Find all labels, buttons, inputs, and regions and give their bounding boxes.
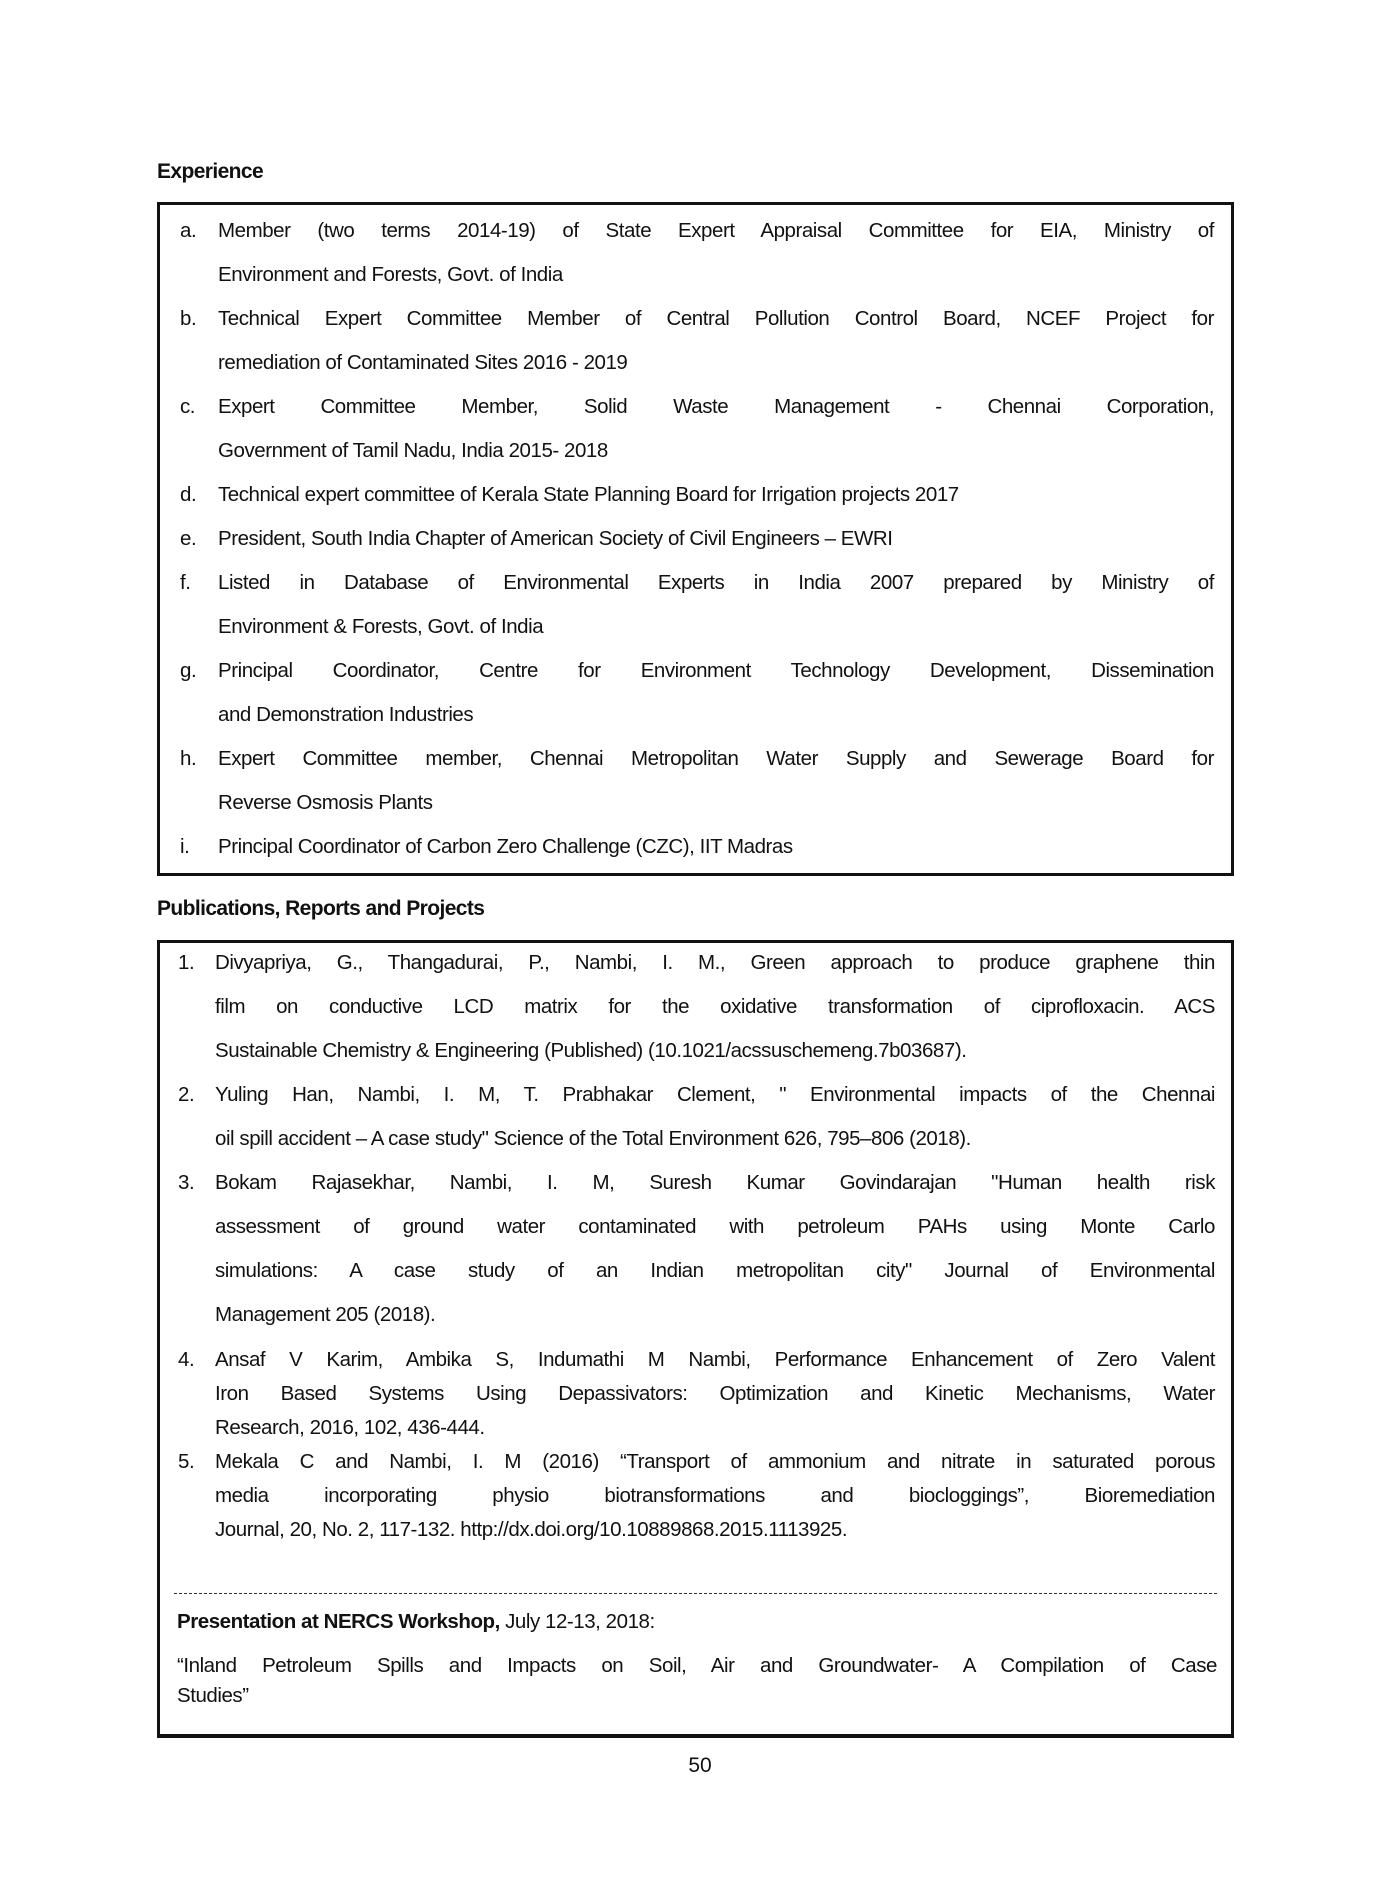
item-marker: 4. — [178, 1348, 195, 1371]
item-text-line: Iron Based Systems Using Depassivators: Optimization and Kinetic Mechanisms, Water — [215, 1382, 1215, 1405]
item-text-line: Principal Coordinator of Carbon Zero Challenge (CZC), IIT Madras — [218, 835, 793, 858]
experience-heading: Experience — [157, 160, 264, 183]
item-text-line: Journal, 20, No. 2, 117-132. http://dx.doi.org/10.10889868.2015.1113925. — [215, 1518, 848, 1541]
page-number: 50 — [688, 1754, 712, 1777]
item-text-line: Bokam Rajasekhar, Nambi, I. M, Suresh Kumar Govindarajan "Human health risk — [215, 1171, 1215, 1194]
item-text-line: Expert Committee member, Chennai Metropolitan Water Supply and Sewerage Board for — [218, 747, 1214, 770]
item-text-line: Technical Expert Committee Member of Central Pollution Control Board, NCEF Project for — [218, 307, 1214, 330]
item-text-line: simulations: A case study of an Indian metropolitan city" Journal of Environmental — [215, 1259, 1215, 1282]
item-text-line: Listed in Database of Environmental Experts in India 2007 prepared by Ministry of — [218, 571, 1214, 594]
item-text-line: Environment & Forests, Govt. of India — [218, 615, 544, 638]
item-text-line: assessment of ground water contaminated with petroleum PAHs using Monte Carlo — [215, 1215, 1215, 1238]
item-marker: 5. — [178, 1450, 195, 1473]
item-marker: g. — [180, 659, 197, 682]
item-text-line: film on conductive LCD matrix for the oxidative transformation of ciprofloxacin. ACS — [215, 995, 1215, 1018]
presentation-title-line: “Inland Petroleum Spills and Impacts on Soil, Air and Groundwater- A Compilation of Case — [177, 1654, 1217, 1677]
item-text-line: oil spill accident – A case study" Science of the Total Environment 626, 795–806 (2018). — [215, 1127, 971, 1150]
item-marker: 1. — [178, 951, 195, 974]
presentation-title-line: Studies” — [177, 1684, 249, 1707]
item-text-line: Yuling Han, Nambi, I. M, T. Prabhakar Clement, " Environmental impacts of the Chennai — [215, 1083, 1215, 1106]
item-text-line: Expert Committee Member, Solid Waste Management - Chennai Corporation, — [218, 395, 1214, 418]
item-marker: a. — [180, 219, 197, 242]
item-marker: f. — [180, 571, 191, 594]
item-text-line: Reverse Osmosis Plants — [218, 791, 433, 814]
item-marker: c. — [180, 395, 196, 418]
item-text-line: Government of Tamil Nadu, India 2015- 2018 — [218, 439, 608, 462]
item-text-line: media incorporating physio biotransformations and biocloggings”, Bioremediation — [215, 1484, 1215, 1507]
experience-box — [157, 202, 1234, 876]
presentation-heading — [177, 1610, 1217, 1634]
item-text-line: Ansaf V Karim, Ambika S, Indumathi M Nambi, Performance Enhancement of Zero Valent — [215, 1348, 1215, 1371]
item-text-line: remediation of Contaminated Sites 2016 - 2019 — [218, 351, 628, 374]
presentation-label: Presentation at NERCS Workshop, — [177, 1610, 500, 1633]
presentation-date: July 12-13, 2018: — [499, 1610, 655, 1633]
item-text-line: Divyapriya, G., Thangadurai, P., Nambi, I. M., Green approach to produce graphene thin — [215, 951, 1215, 974]
presentation-title — [177, 1654, 1217, 1708]
item-text-line: Management 205 (2018). — [215, 1303, 436, 1326]
item-text-line: and Demonstration Industries — [218, 703, 474, 726]
item-text-line: Member (two terms 2014-19) of State Expert Appraisal Committee for EIA, Ministry of — [218, 219, 1214, 242]
item-text-line: President, South India Chapter of American Society of Civil Engineers – EWRI — [218, 527, 893, 550]
item-text-line: Environment and Forests, Govt. of India — [218, 263, 563, 286]
publications-heading: Publications, Reports and Projects — [157, 897, 485, 920]
item-marker: 2. — [178, 1083, 195, 1106]
section-divider — [174, 1593, 1217, 1594]
item-text-line: Principal Coordinator, Centre for Environment Technology Development, Dissemination — [218, 659, 1214, 682]
item-marker: e. — [180, 527, 197, 550]
item-marker: b. — [180, 307, 197, 330]
item-marker: i. — [180, 835, 190, 858]
item-text-line: Research, 2016, 102, 436-444. — [215, 1416, 485, 1439]
item-marker: 3. — [178, 1171, 195, 1194]
item-marker: h. — [180, 747, 197, 770]
item-text-line: Mekala C and Nambi, I. M (2016) “Transport of ammonium and nitrate in saturated porous — [215, 1450, 1215, 1473]
item-marker: d. — [180, 483, 197, 506]
publications-box — [157, 940, 1234, 1738]
item-text-line: Sustainable Chemistry & Engineering (Published) (10.1021/acssuschemeng.7b03687). — [215, 1039, 967, 1062]
item-text-line: Technical expert committee of Kerala State Planning Board for Irrigation projects 2017 — [218, 483, 959, 506]
